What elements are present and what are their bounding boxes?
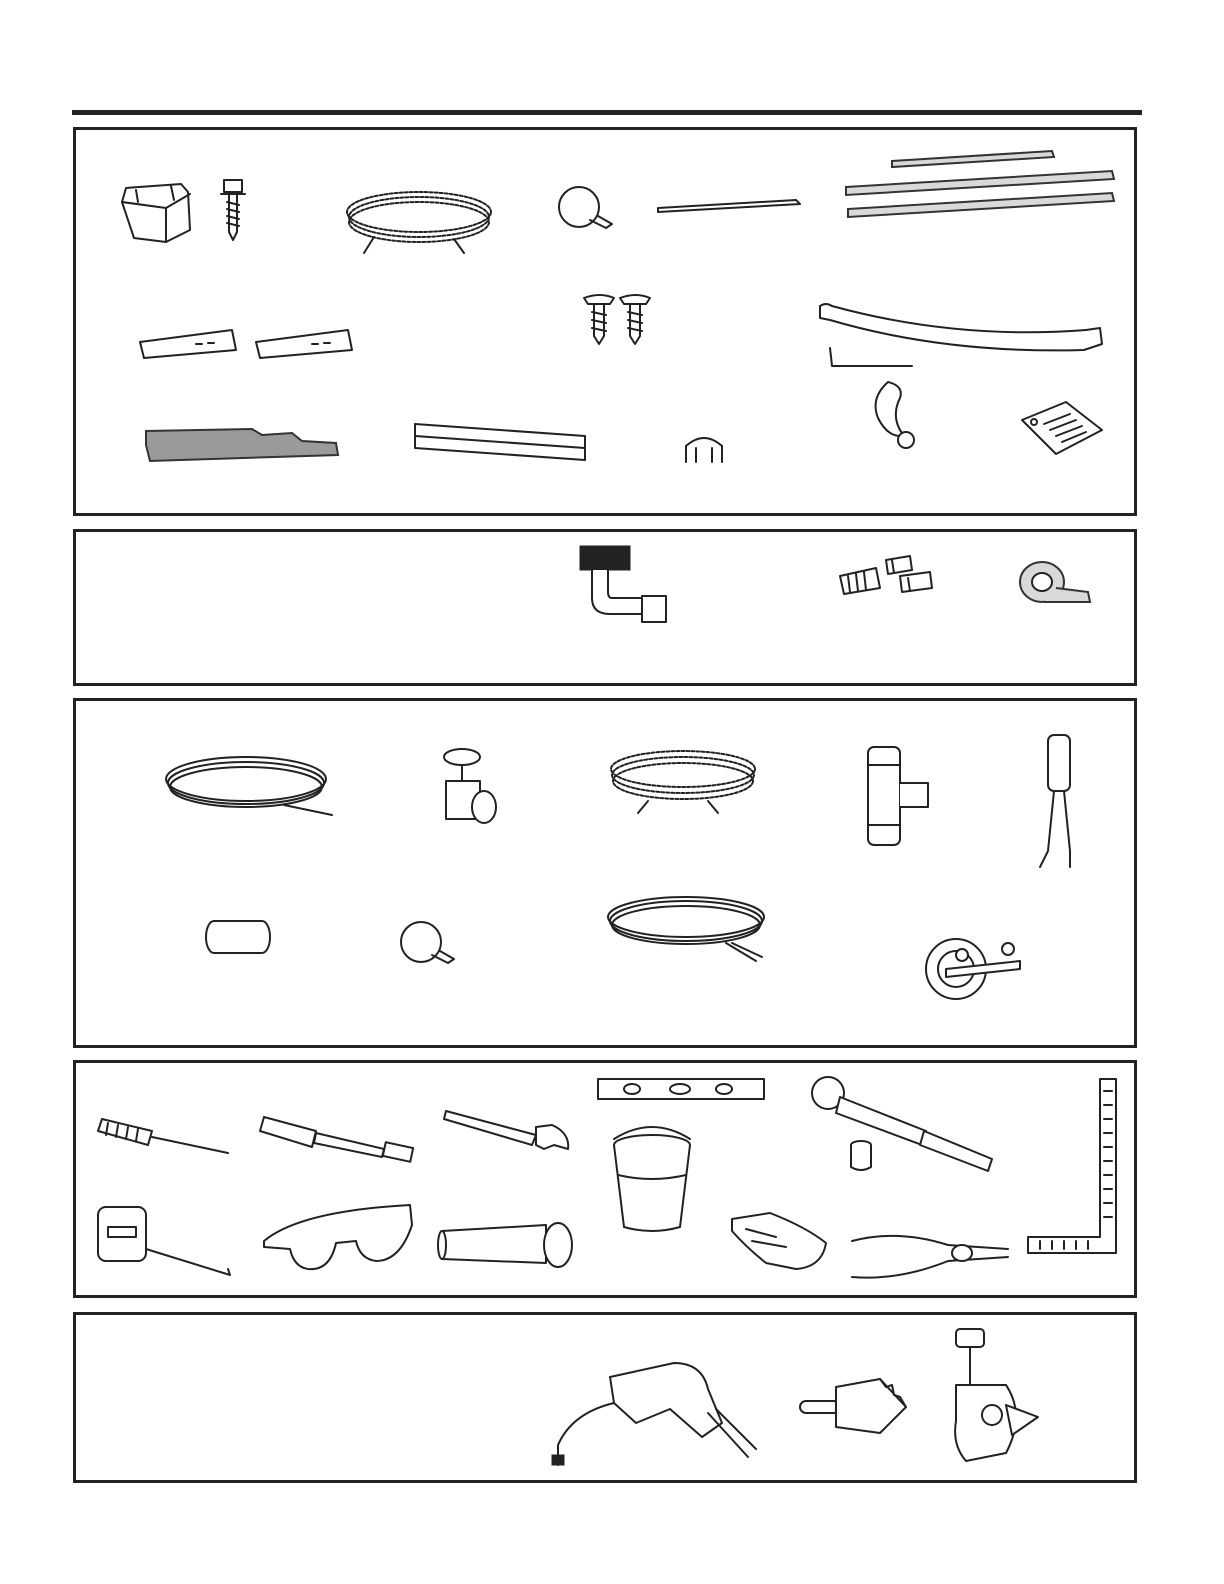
strain-relief-connector-icon: [922, 927, 1026, 1007]
hose-clamp-icon: [396, 917, 458, 975]
included-kit-panel: [73, 529, 1137, 686]
copper-tubing-coil-icon: [164, 753, 334, 823]
optional-tools-panel: [73, 1312, 1137, 1483]
bucket-icon: [610, 1129, 696, 1235]
shutoff-valve-icon: [440, 747, 500, 835]
tape-roll-icon: [1016, 558, 1092, 608]
power-cable-coil-icon: [606, 893, 776, 969]
rubber-coupling-icon: [204, 917, 272, 961]
flashlight-icon: [436, 1213, 578, 1275]
coiled-drain-hose-icon: [344, 187, 494, 257]
nut-driver-icon: [260, 1109, 420, 1165]
hole-saw-icon: [796, 1371, 912, 1441]
vapor-barrier-icon: [142, 425, 342, 465]
trim-strips-icon: [842, 147, 1122, 223]
level-icon: [594, 1075, 770, 1103]
hex-screw-icon: [218, 178, 248, 244]
instruction-sheet-icon: [1016, 400, 1106, 460]
tubing-cutter-icon: [946, 1325, 1042, 1471]
clip-icon: [680, 432, 728, 464]
carpenter-square-icon: [1024, 1077, 1120, 1257]
safety-glasses-icon: [260, 1201, 420, 1281]
gloves-icon: [726, 1207, 836, 1277]
door-handle-icon: [816, 300, 1106, 370]
cord-loop-icon: [860, 378, 920, 454]
y-drain-connector-icon: [1034, 731, 1084, 873]
wye-tee-fitting-icon: [862, 743, 934, 849]
power-drill-icon: [552, 1353, 762, 1471]
wood-spacer-icon: [411, 420, 591, 466]
wire-nuts-icon: [836, 554, 946, 600]
side-mounting-brackets-icon: [136, 322, 356, 362]
tools-needed-panel: [73, 1060, 1137, 1298]
socket-icon: [848, 1139, 874, 1173]
phillips-screws-icon: [580, 292, 656, 348]
adjustable-wrench-icon: [440, 1101, 580, 1161]
hose-clamp-icon: [554, 182, 616, 240]
elbow-fitting-icon: [576, 544, 672, 626]
cable-tie-icon: [656, 194, 806, 214]
mounting-bracket-box-icon: [116, 180, 196, 246]
phillips-screwdriver-icon: [98, 1109, 238, 1159]
ratchet-icon: [806, 1075, 1006, 1175]
section-divider-rule: [72, 110, 1142, 115]
supplied-parts-panel: [73, 127, 1137, 516]
drain-hose-coil-icon: [608, 747, 758, 817]
pliers-icon: [848, 1227, 1018, 1289]
parts-needed-panel: [73, 698, 1137, 1048]
tape-measure-icon: [96, 1203, 236, 1283]
